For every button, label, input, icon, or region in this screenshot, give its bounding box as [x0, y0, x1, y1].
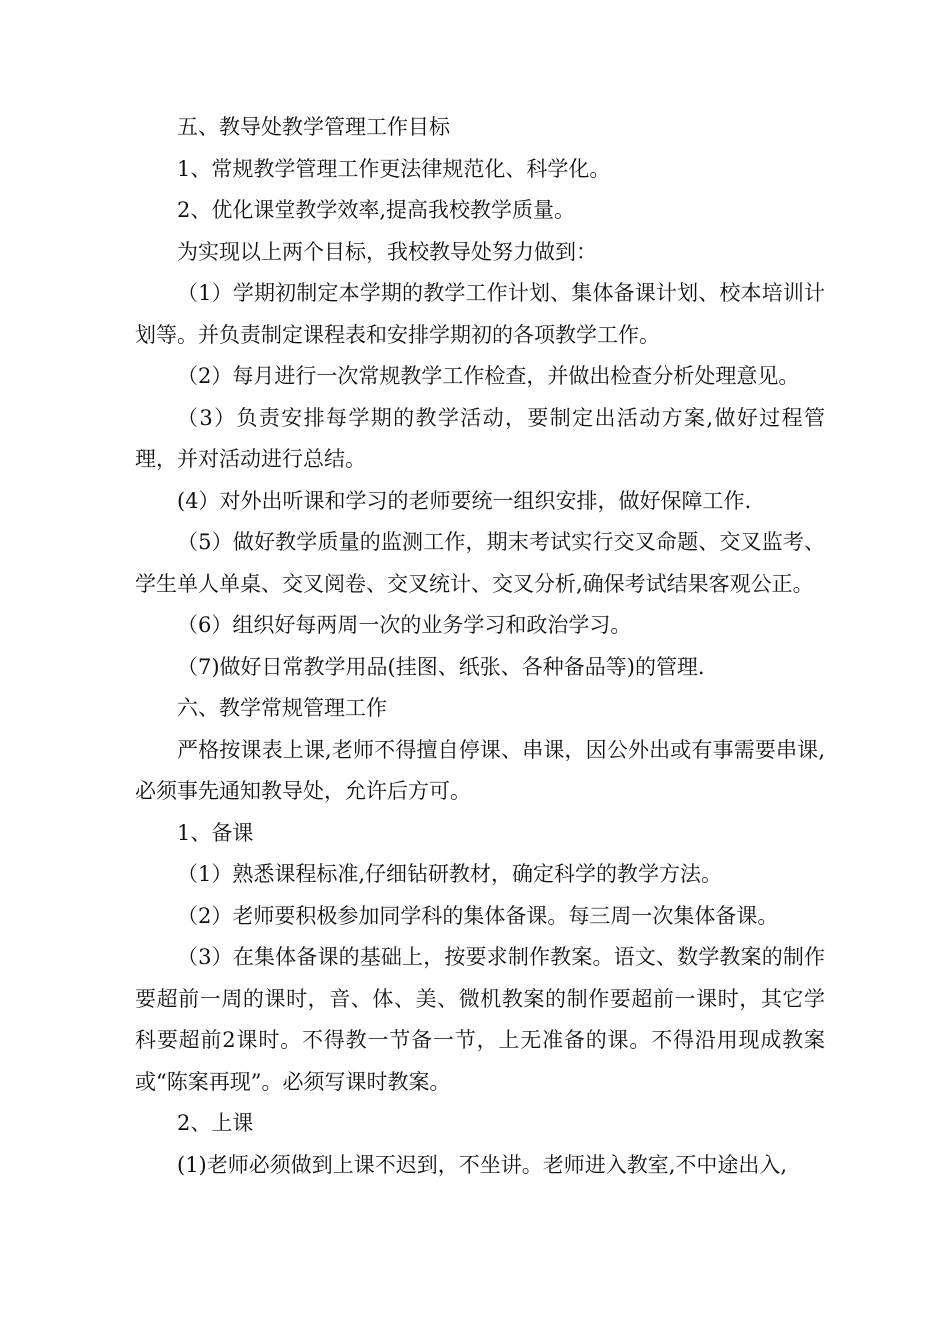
- paragraph-item-3: （3）负责安排每学期的教学活动，要制定出活动方案,做好过程管理，并对活动进行总结。: [135, 405, 825, 471]
- paragraph-class-1: (1)老师必须做到上课不迟到，不坐讲。老师进入教室,不中途出入,: [177, 1152, 788, 1177]
- paragraph-item-5: （5）做好教学质量的监测工作，期末考试实行交叉命题、交叉监考、学生单人单桌、交叉阅卷、交叉统计、交叉分析,确保考试结果客观公正。: [135, 530, 825, 596]
- paragraph-intro: 为实现以上两个目标，我校教导处努力做到：: [177, 239, 597, 264]
- subheading-class: 2、上课: [177, 1111, 254, 1135]
- document-body: [135, 107, 825, 1186]
- paragraph-goal-1: 1、常规教学管理工作更法律规范化、科学化。: [177, 156, 611, 181]
- heading-section-5: 五、教导处教学管理工作目标: [177, 115, 450, 139]
- paragraph-item-6: （6）组织好每两周一次的业务学习和政治学习。: [177, 613, 632, 637]
- paragraph-goal-2: 2、优化课堂教学效率,提高我校教学质量。: [177, 198, 576, 222]
- subheading-lesson-prep: 1、备课: [177, 820, 254, 845]
- paragraph-prep-3: （3）在集体备课的基础上，按要求制作教案。语文、数学教案的制作要超前一周的课时，音、体、美、微机教案的制作要超前一课时，其它学科要超前2课时。不得教一节备一节，上无准备的课。不得沿用现成教案或“陈案再现”。必须写课时教案。: [135, 945, 825, 1094]
- paragraph-item-1: （1）学期初制定本学期的教学工作计划、集体备课计划、校本培训计划等。并负责制定课程表和安排学期初的各项教学工作。: [135, 281, 825, 347]
- paragraph-prep-1: （1）熟悉课程标准,仔细钻研教材，确定科学的教学方法。: [177, 862, 723, 886]
- paragraph-prep-2: （2）老师要积极参加同学科的集体备课。每三周一次集体备课。: [177, 903, 779, 928]
- paragraph-item-7: （7)做好日常教学用品(挂图、纸张、各种备品等)的管理.: [177, 654, 705, 679]
- paragraph-schedule-rule: 严格按课表上课,老师不得擅自停课、串课，因公外出或有事需要串课,必须事先通知教导处，允许后方可。: [135, 737, 825, 803]
- heading-section-6: 六、教学常规管理工作: [177, 696, 387, 720]
- paragraph-item-4: (4）对外出听课和学习的老师要统一组织安排，做好保障工作.: [177, 488, 752, 513]
- paragraph-item-2: （2）每月进行一次常规教学工作检查，并做出检查分析处理意见。: [177, 364, 800, 388]
